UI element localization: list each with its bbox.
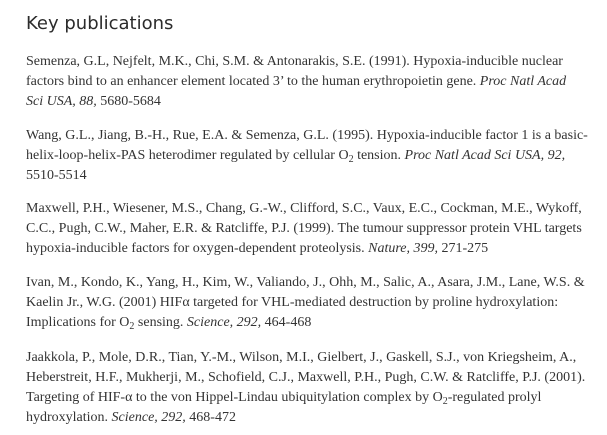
reference-line <box>26 368 604 388</box>
reference-item <box>26 126 604 186</box>
reference-line <box>26 239 604 259</box>
reference-line <box>26 293 604 313</box>
reference-text: sensing. <box>134 315 187 330</box>
reference-line <box>26 199 604 219</box>
reference-text: 5510-5514 <box>26 168 87 183</box>
reference-text: Heberstreit, H.F., Mukherji, M., Schofield, C.J., Maxwell, P.H., Pugh, C.W. & Ratcliffe, P.J. (2001). <box>26 370 586 385</box>
reference-line <box>26 146 604 166</box>
reference-line <box>26 219 604 239</box>
reference-line <box>26 313 604 333</box>
reference-text: Kaelin Jr., W.G. (2001) HIFα targeted for VHL-mediated destruction by proline hydroxylation: <box>26 295 559 310</box>
subscript: 2 <box>348 154 354 165</box>
reference-line <box>26 408 604 428</box>
reference-line <box>26 72 604 92</box>
reference-item <box>26 273 604 333</box>
journal-citation: Proc Natl Acad <box>479 74 567 89</box>
reference-text: hydroxylation. <box>26 410 112 425</box>
reference-line <box>26 388 604 408</box>
page-range: 464-468 <box>261 315 312 330</box>
journal-citation: Science, 292, <box>186 315 262 330</box>
reference-text: Jaakkola, P., Mole, D.R., Tian, Y.-M., Wilson, M.I., Gielbert, J., Gaskell, S.J., von Kriegsheim, A., <box>26 350 577 365</box>
reference-line <box>26 273 604 293</box>
subscript: 2 <box>442 396 448 407</box>
reference-line <box>26 348 604 368</box>
reference-line <box>26 52 604 72</box>
page-range: 5680-5684 <box>96 94 161 109</box>
section-title: Key publications <box>26 13 174 34</box>
reference-text: Ivan, M., Kondo, K., Yang, H., Kim, W., Valiando, J., Ohh, M., Salic, A., Asara, J.M., Lane, W.S. & <box>26 275 585 290</box>
reference-text: tension. <box>353 148 405 163</box>
reference-text: Implications for O <box>26 315 130 330</box>
reference-item <box>26 199 604 259</box>
reference-text: -regulated prolyl <box>447 390 542 405</box>
journal-citation: Proc Natl Acad Sci USA, 92, <box>404 148 566 163</box>
page-range: 468-472 <box>185 410 236 425</box>
reference-text: Wang, G.L., Jiang, B.-H., Rue, E.A. & Semenza, G.L. (1995). Hypoxia-inducible factor 1 is a basic- <box>26 128 588 143</box>
reference-text: Targeting of HIF-α to the von Hippel-Lindau ubiquitylation complex by O <box>26 390 443 405</box>
reference-text: factors bind to an enhancer element located 3’ to the human erythropoietin gene. <box>26 74 480 89</box>
reference-line <box>26 92 604 112</box>
journal-citation: Nature, 399, <box>368 241 438 256</box>
reference-line <box>26 166 604 186</box>
reference-item <box>26 52 604 112</box>
reference-line <box>26 126 604 146</box>
subscript: 2 <box>129 321 135 332</box>
reference-text: hypoxia-inducible factors for oxygen-dependent proteolysis. <box>26 241 369 256</box>
reference-item <box>26 348 604 428</box>
reference-text: C.C., Pugh, C.W., Maher, E.R. & Ratcliffe, P.J. (1999). The tumour suppressor protein VHL targets <box>26 221 582 236</box>
reference-text: Maxwell, P.H., Wiesener, M.S., Chang, G.-W., Clifford, S.C., Vaux, E.C., Cockman, M.E., Wykoff, <box>26 201 582 216</box>
journal-citation: Sci USA, 88, <box>26 94 97 109</box>
reference-text: Semenza, G.L, Nejfelt, M.K., Chi, S.M. & Antonarakis, S.E. (1991). Hypoxia-inducible nuclear <box>26 54 563 69</box>
journal-citation: Science, 292, <box>111 410 186 425</box>
page-range: 271-275 <box>438 241 489 256</box>
reference-text: helix-loop-helix-PAS heterodimer regulated by cellular O <box>26 148 349 163</box>
